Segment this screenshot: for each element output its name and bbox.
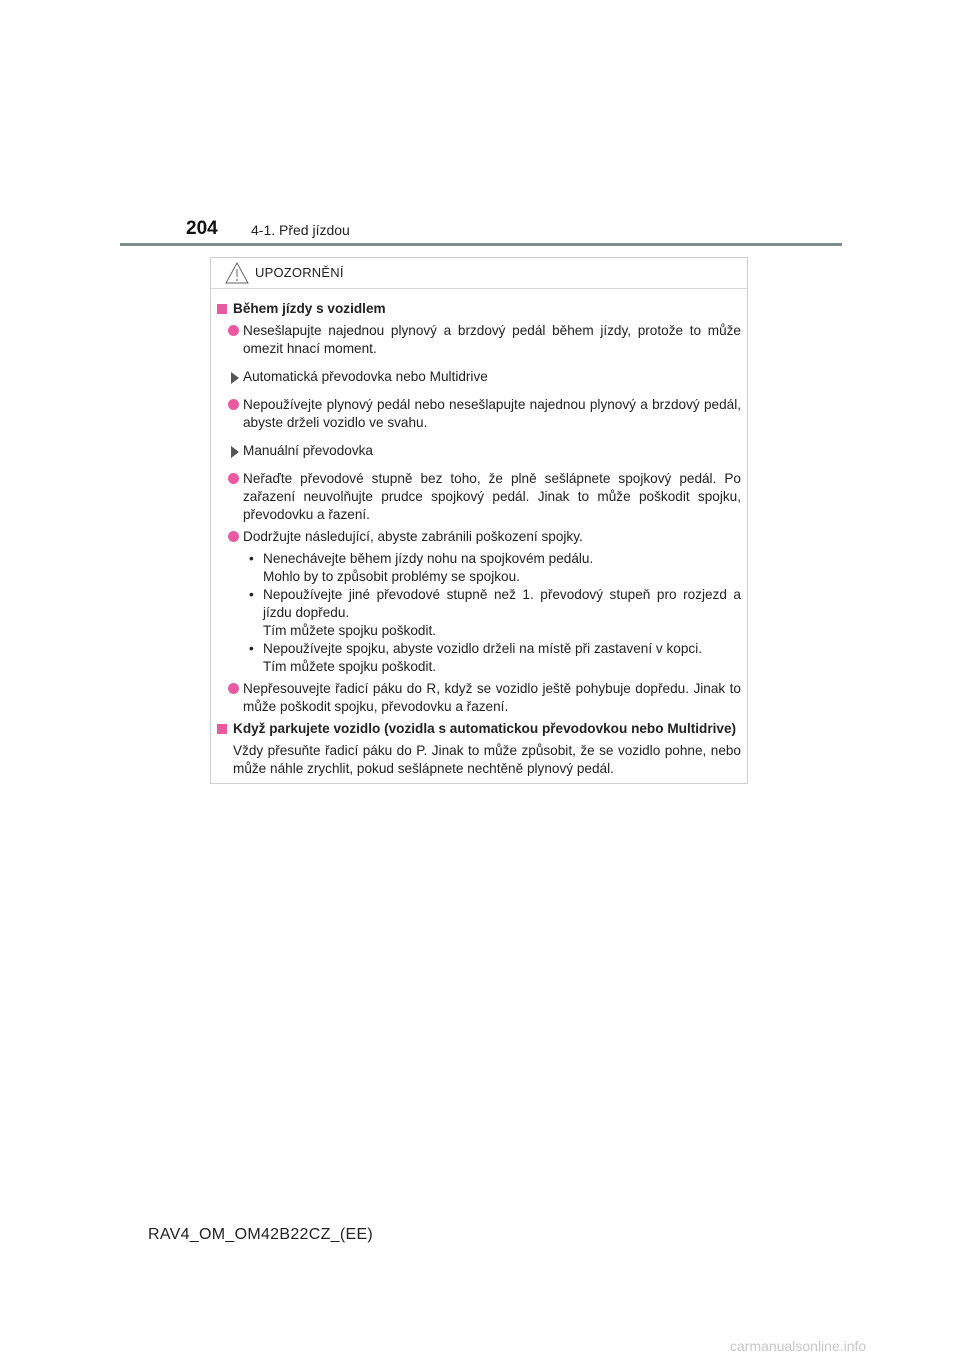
dot-bullet: •	[249, 641, 254, 656]
dash-item	[217, 586, 741, 640]
bullet-text: Nepřesouvejte řadicí páku do R, když se vozidlo ještě pohybuje dopředu. Jinak to může poškodit spojku, převodovku a řazení.	[243, 681, 741, 714]
circle-bullet-icon	[228, 325, 239, 336]
bullet-item	[217, 680, 741, 716]
bullet-text: Nesešlapujte najednou plynový a brzdový pedál během jízdy, protože to může omezit hnací moment.	[243, 323, 741, 356]
heading-text: Když parkujete vozidlo (vozidla s automatickou převodovkou nebo Multidrive)	[233, 721, 737, 736]
dot-bullet: •	[249, 551, 254, 566]
subsection-label	[217, 368, 741, 386]
subsection-text: Automatická převodovka nebo Multidrive	[243, 369, 488, 384]
dash-item	[217, 550, 741, 586]
watermark: carmanualsonline.info	[730, 1338, 867, 1354]
section-heading	[217, 720, 741, 738]
page-number: 204	[186, 218, 218, 239]
dash-text-note: Mohlo by to způsobit problémy se spojkou.	[263, 569, 520, 584]
dash-text: Nepoužívejte jiné převodové stupně než 1. převodový stupeň pro rozjezd a jízdu dopředu.	[263, 587, 741, 620]
bullet-item	[217, 470, 741, 524]
bullet-item	[217, 528, 741, 546]
bullet-text: Dodržujte následující, abyste zabránili poškození spojky.	[243, 529, 583, 544]
dash-text: Nenechávejte během jízdy nohu na spojkovém pedálu.	[263, 551, 594, 566]
arrow-right-icon	[231, 372, 239, 384]
circle-bullet-icon	[228, 683, 239, 694]
bullet-item	[217, 396, 741, 432]
subsection-label	[217, 442, 741, 460]
dot-bullet: •	[249, 587, 254, 602]
header-rule	[120, 243, 842, 246]
subsection-text: Manuální převodovka	[243, 443, 373, 458]
bullet-item	[217, 322, 741, 358]
dash-text-note: Tím můžete spojku poškodit.	[263, 623, 437, 638]
bullet-text: Nepoužívejte plynový pedál nebo nesešlapujte najednou plynový a brzdový pedál, abyste drželi vozidlo ve svahu.	[243, 397, 741, 430]
square-bullet-icon	[217, 724, 227, 734]
warning-triangle-icon	[225, 262, 249, 284]
heading-text: Během jízdy s vozidlem	[233, 301, 386, 316]
dash-item	[217, 640, 741, 676]
square-bullet-icon	[217, 304, 227, 314]
warning-body	[211, 289, 747, 778]
warning-box	[210, 257, 748, 784]
section-heading	[217, 300, 741, 318]
circle-bullet-icon	[228, 531, 239, 542]
warning-header	[211, 258, 747, 289]
section-title: 4-1. Před jízdou	[251, 222, 350, 238]
circle-bullet-icon	[228, 473, 239, 484]
dash-text: Nepoužívejte spojku, abyste vozidlo drželi na místě při zastavení v kopci.	[263, 641, 702, 656]
doc-code: RAV4_OM_OM42B22CZ_(EE)	[148, 1226, 374, 1243]
arrow-right-icon	[231, 446, 239, 458]
dash-text-note: Tím můžete spojku poškodit.	[263, 659, 437, 674]
bullet-text: Neřaďte převodové stupně bez toho, že plně sešlápnete spojkový pedál. Po zařazení neuvolňujte prudce spojkový pedál. Jinak to může poškodit spojku, převodovku a řazení.	[243, 471, 741, 522]
warning-label: UPOZORNĚNÍ	[255, 265, 344, 280]
paragraph: Vždy přesuňte řadicí páku do P. Jinak to může způsobit, že se vozidlo pohne, nebo může náhle zrychlit, pokud sešlápnete nechtěně plynový pedál.	[233, 743, 741, 776]
circle-bullet-icon	[228, 399, 239, 410]
